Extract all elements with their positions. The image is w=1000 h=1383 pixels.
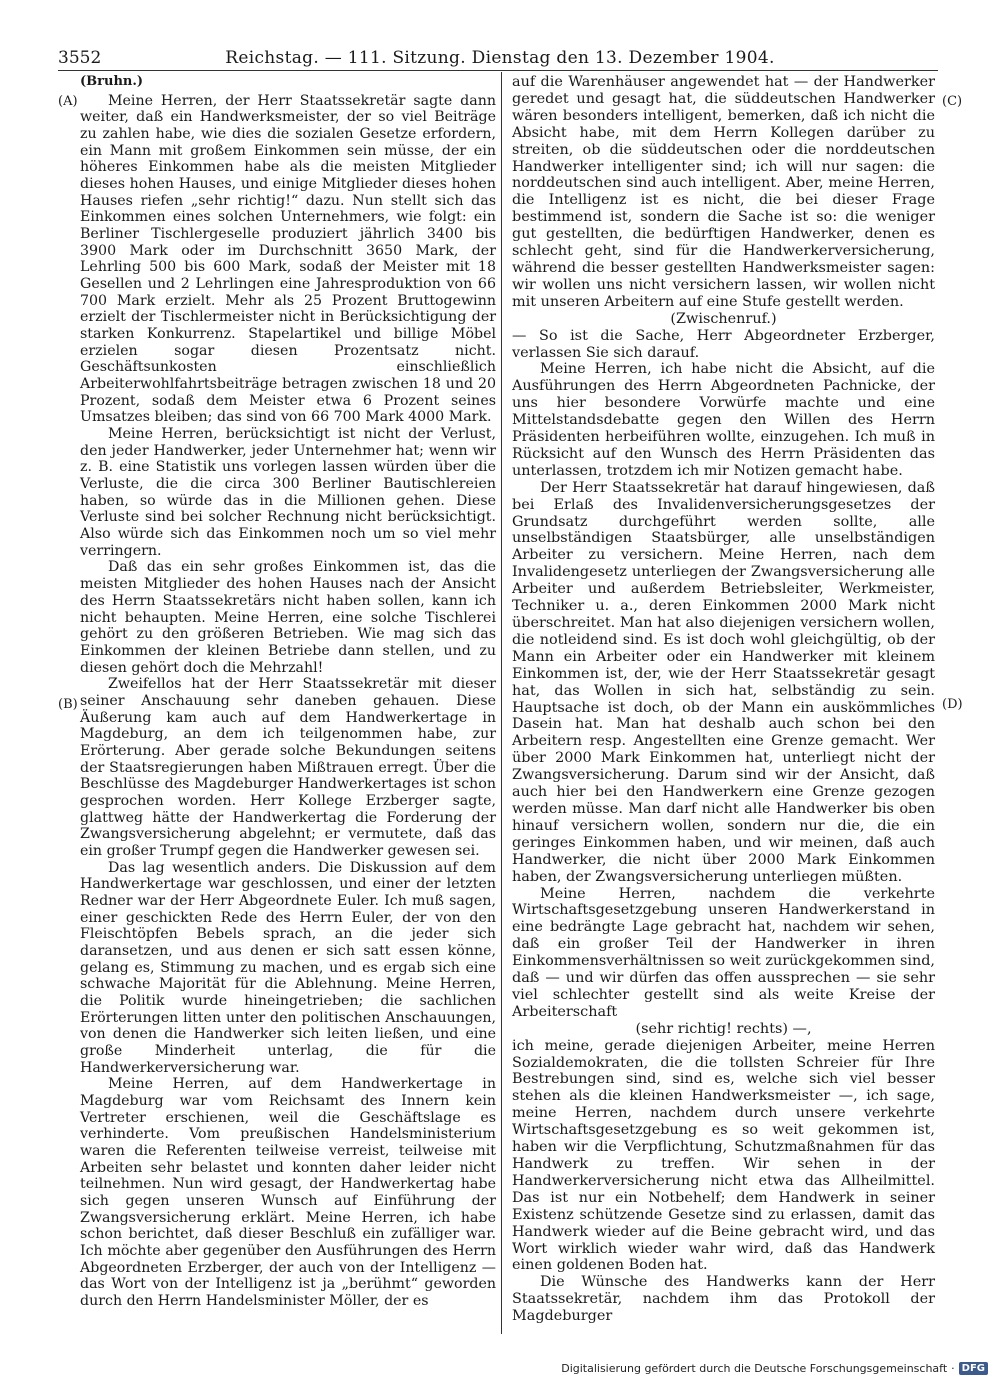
right-column	[512, 74, 935, 1325]
paragraph: Der Herr Staatssekretär hat darauf hingewiesen, daß bei Erlaß des Invalidenversicherungsgesetzes der Grundsatz durchgeführt werden sollte, alle unselbständigen Staatsbürger, alle unselbständigen Arbeiter zu versichern. Meine Herren, nach dem Invalidengesetz unterliegen der Zwangsversicherung alle Arbeiter und außerdem Betriebsleiter, Werkmeister, Techniker u. a., deren Einkommen 2000 Mark nicht überschreitet. Man hat also diejenigen versichern wollen, die notleidend sind. Es ist doch wohl gleichgültig, ob der Mann ein Arbeiter oder ein Handwerker mit kleinem Einkommen ist, der, wie der Herr Staatssekretär gesagt hat, das Wollen in sich hat, selbständig zu sein. Hauptsache ist doch, ob der Mann ein auskömmliches Dasein hat. Man hat deshalb auch schon bei den Arbeitern resp. Angestellten eine Grenze gemacht. Wer über 2000 Mark Einkommen hat, unterliegt nicht der Zwangsversicherung. Darum sind wir der Ansicht, daß auch hier bei den Handwerkern eine Grenze gezogen werden müsse. Man darf nicht alle Handwerker bis oben hinauf versichern wollen, sondern nur die, die ein geringes Einkommen haben, und wir meinen, daß auch Handwerker, die nicht über 2000 Mark Einkommen haben, der Zwangsversicherung unterliegen müßten.	[512, 479, 935, 885]
page-number: 3552	[58, 48, 102, 68]
paragraph: — So ist die Sache, Herr Abgeordneter Erzberger, verlassen Sie sich darauf.	[512, 327, 935, 361]
interjection: (Zwischenruf.)	[670, 310, 777, 327]
paragraph: Meine Herren, der Herr Staatssekretär sagte dann weiter, daß ein Handwerksmeister, der so viel Beiträge zu zahlen habe, wie dies die sozialen Gesetze erfordern, ein Mann mit großem Einkommen sein müsse, der ein höheres Einkommen habe als die meisten Mitglieder dieses hohen Hauses, und einige Mitglieder dieses hohen Hauses riefen „sehr richtig!“ dazu. Nun stellt sich das Einkommen eines solchen Unternehmers, wie folgt: ein Berliner Tischlergeselle produziert jährlich 3400 bis 3900 Mark oder im Durchschnitt 3650 Mark, der Lehrling 500 bis 600 Mark, sodaß der Meister mit 18 Gesellen und 2 Lehrlingen eine Jahresproduktion von 66 700 Mark erzielt. Mehr als 25 Prozent Bruttogewinn erzielt der Tischlermeister nicht in Berücksichtigung der starken Konkurrenz. Stapelartikel und billige Möbel erzielen sogar diesen Prozentsatz nicht. Geschäftsunkosten einschließlich Arbeiterwohlfahrtsbeiträge betragen zwischen 18 und 20 Prozent, sodaß dem Meister etwa 6 Prozent seines Umsatzes bleiben; das sind von 66 700 Mark 4000 Mark.	[80, 92, 496, 426]
digitization-footer: Digitalisierung gefördert durch die Deutsche Forschungsgemeinschaft · DFG	[561, 1362, 988, 1375]
paragraph: ich meine, gerade diejenigen Arbeiter, meine Herren Sozialdemokraten, die die tollsten Schreier für Ihre Bestrebungen sind, sind es, welche sich viel besser stehen als die kleinen Handwerksmeister —, ich sage, meine Herren, nachdem durch unsere verkehrte Wirtschaftsgesetzgebung es so weit gekommen ist, haben wir die Verpflichtung, Schutzmaßnahmen für das Handwerk zu treffen. Wir sehen in der Handwerkerversicherung nicht etwa das Allheilmittel. Das ist nur ein Notbehelf; dem Handwerk in seiner Existenz schützende Gesetze sind zu erlassen, damit das Handwerk wieder auf die Beine gebracht wird, und das Wort wirklich wieder wahr wird, daß das Handwerk einen goldenen Boden hat.	[512, 1037, 935, 1274]
paragraph: auf die Warenhäuser angewendet hat — der Handwerker geredet und gesagt hat, die süddeutschen Handwerker wären besonders intelligent, bemerken, daß ich nicht die Absicht habe, mit dem Herrn Kollegen darüber zu streiten, ob die süddeutschen oder die norddeutschen Handwerker intelligenter sind; ich will nur sagen: die norddeutschen sind auch intelligent. Aber, meine Herren, die Intelligenz ist es nicht, die bei dieser Frage bestimmend ist, sondern die Sache ist so: die weniger gut gestellten, die bedürftigen Handwerker, denen es schlecht geht, sind für die Handwerkerversicherung, während die besser gestellten Handwerksmeister sagen: wir wollen uns nicht versichern lassen, wir wollen nicht mit unseren Arbeitern auf eine Stufe gestellt werden.	[512, 74, 935, 310]
paragraph: Das lag wesentlich anders. Die Diskussion auf dem Handwerkertage war geschlossen, und einer der letzten Redner war der Herr Abgeordnete Euler. Ich muß sagen, einer geschickten Rede des Herrn Euler, der von den Fleischtöpfen Bebels sprach, an die jeder sich daransetzen, und aus denen er sich satt essen könne, gelang es, Stimmung zu machen, und es ergab sich eine schwache Majorität für die Ablehnung. Meine Herren, die Politik wurde hineingetrieben; die sachlichen Erörterungen litten unter den politischen Anschauungen, von denen die Handwerker sich leiten ließen, und eine große Minderheit unterlag, die für die Handwerkerversicherung war.	[80, 859, 496, 1076]
page-title: Reichstag. — 111. Sitzung. Dienstag den 13. Dezember 1904.	[225, 48, 775, 68]
paragraph: Zweifellos hat der Herr Staatssekretär mit dieser seiner Anschauung sehr daneben gehauen. Diese Äußerung kam auch auf dem Handwerkertage in Magdeburg, an dem ich teilgenommen habe, zur Erörterung. Aber gerade solche Bekundungen seitens der Staatsregierungen haben Mißtrauen erregt. Über die Beschlüsse des Magdeburger Handwerkertages ist schon gesprochen worden. Herr Kollege Erzberger sagte, glattweg hätte der Handwerkertag die Forderung der Zwangsversicherung abgelehnt; er vermutete, daß das ein großer Trumpf gegen die Handwerker gewesen sei.	[80, 676, 496, 859]
margin-marker-a: (A)	[58, 94, 78, 109]
footer-text: Digitalisierung gefördert durch die Deutsche Forschungsgemeinschaft	[561, 1362, 948, 1375]
speaker-name: (Bruhn.)	[80, 74, 144, 89]
left-column	[80, 74, 496, 1310]
margin-marker-b: (B)	[58, 697, 78, 712]
column-divider	[501, 72, 502, 1334]
paragraph: Meine Herren, nachdem die verkehrte Wirtschaftsgesetzgebung unseren Handwerkerstand in eine bedrängte Lage gebracht hat, nachdem wir sehen, daß ein großer Teil der Handwerker in ihren Einkommensverhältnissen so weit zurückgekommen sind, daß — und wir dürfen das offen aussprechen — sie sehr viel schlechter gestellt sind als weite Kreise der Arbeiterschaft	[512, 885, 935, 1020]
margin-marker-c: (C)	[942, 94, 963, 109]
dfg-logo-icon: DFG	[959, 1362, 988, 1375]
interjection: (sehr richtig! rechts) —,	[635, 1020, 812, 1037]
margin-marker-d: (D)	[942, 697, 963, 712]
paragraph: Die Wünsche des Handwerks kann der Herr Staatssekretär, nachdem ihm das Protokoll der Magdeburger	[512, 1274, 935, 1325]
running-header	[58, 46, 942, 72]
header-rule	[58, 70, 938, 71]
paragraph: Meine Herren, ich habe nicht die Absicht, auf die Ausführungen des Herrn Abgeordneten Pachnicke, der uns hier besondere Vorwürfe machte und eine Mittelstandsdebatte gegen den Willen des Herrn Präsidenten herbeiführen wollte, einzugehen. Ich muß in Rücksicht auf den Wunsch des Herrn Präsidenten das unterlassen, trotzdem ich mir Notizen gemacht habe.	[512, 361, 935, 479]
paragraph: Meine Herren, berücksichtigt ist nicht der Verlust, den jeder Handwerker, jeder Unternehmer hat; wenn wir z. B. eine Statistik uns vorlegen lassen würden über die Verluste, die die circa 300 Berliner Bautischlereien haben, so würde das in die Millionen gehen. Diese Verluste sind bei solcher Rechnung nicht berücksichtigt. Also würde sich das Einkommen noch um so viel mehr verringern.	[80, 426, 496, 559]
paragraph: Meine Herren, auf dem Handwerkertage in Magdeburg war vom Reichsamt des Innern kein Vertreter erschienen, weil die Geschäftslage es verhinderte. Vom preußischen Handelsministerium waren die Referenten teilweise verreist, teilweise mit Arbeiten sehr belastet und konnten daher leider nicht teilnehmen. Nun wird gesagt, der Handwerkertag habe sich gegen unseren Wunsch auf Einführung der Zwangsversicherung erklärt. Meine Herren, ich habe schon berichtet, daß dieser Beschluß ein zufälliger war. Ich möchte aber gegenüber den Ausführungen des Herrn Abgeordneten Erzberger, der auch von der Intelligenz — das Wort von der Intelligenz ist ja „berühmt“ geworden durch den Herrn Handelsminister Möller, der es	[80, 1076, 496, 1310]
paragraph: Daß das ein sehr großes Einkommen ist, das die meisten Mitglieder des hohen Hauses nach der Ansicht des Herrn Staatssekretärs nicht haben sollen, kann ich nicht behaupten. Meine Herren, eine solche Tischlerei gehört zu den größeren Betrieben. Wie mag sich das Einkommen der kleinen Betriebe dann stellen, und zu diesen gehört doch die Mehrzahl!	[80, 559, 496, 676]
